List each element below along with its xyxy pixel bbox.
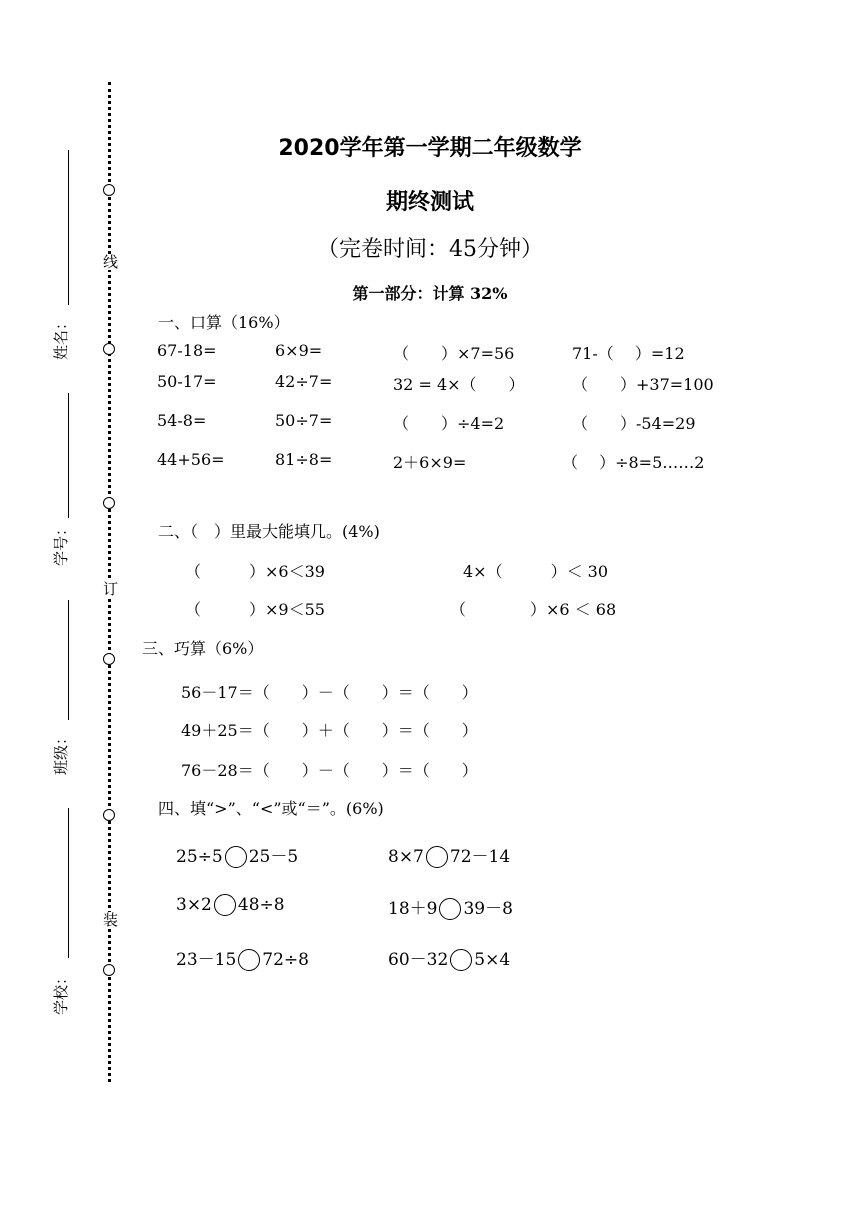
school-field-label: 学校： <box>52 969 70 1015</box>
compare-circle[interactable] <box>238 949 260 971</box>
question: （ ）+37=100 <box>572 375 714 394</box>
binding-ring-5 <box>103 809 115 821</box>
question: 2＋6×9= <box>393 453 467 472</box>
question: （ ）×9＜55 <box>185 600 325 619</box>
part-heading: 第一部分：计算 32% <box>352 284 508 303</box>
compare-item <box>176 945 309 971</box>
compare-right: 39－8 <box>463 899 513 919</box>
compare-right: 25－5 <box>248 847 299 867</box>
compare-circle[interactable] <box>426 846 448 868</box>
section-2-title: 二、（ ）里最大能填几。(4%) <box>158 522 380 541</box>
compare-circle[interactable] <box>439 898 461 920</box>
binding-mark-line: 线 <box>103 253 119 271</box>
compare-item <box>388 945 510 971</box>
section-3-title: 三、巧算（6%） <box>142 639 264 658</box>
section-1-title: 一、口算（16%） <box>158 313 290 332</box>
question: （ ）×6 ＜ 68 <box>450 600 617 619</box>
question: 49＋25＝（ ）＋（ ）＝（ ） <box>181 721 478 740</box>
question: 32 = 4×（ ） <box>393 375 525 394</box>
question: 54-8= <box>157 411 207 430</box>
question: 6×9= <box>275 341 323 360</box>
question: 42÷7= <box>275 372 333 391</box>
binding-mark-order: 订 <box>103 580 119 598</box>
exam-time: （完卷时间：45分钟） <box>317 237 543 262</box>
compare-right: 5×4 <box>474 950 511 970</box>
question: 81÷8= <box>275 450 333 469</box>
binding-ring-4 <box>103 653 115 665</box>
compare-item <box>388 842 510 868</box>
compare-circle[interactable] <box>450 949 472 971</box>
compare-item <box>176 842 298 868</box>
binding-ring-2 <box>103 343 115 355</box>
exam-subtitle: 期终测试 <box>385 190 474 215</box>
question: 50÷7= <box>275 411 333 430</box>
compare-left: 25÷5 <box>176 847 223 867</box>
binding-ring-6 <box>103 964 115 976</box>
compare-left: 23－15 <box>176 950 237 970</box>
binding-mark-bind: 装 <box>103 911 119 929</box>
question: （ ）×7=56 <box>393 344 515 363</box>
school-field-line[interactable] <box>68 808 69 958</box>
compare-circle[interactable] <box>225 846 247 868</box>
question: （ ）-54=29 <box>572 414 696 433</box>
class-field-label: 班级： <box>52 729 70 775</box>
student-id-field-line[interactable] <box>68 393 69 518</box>
compare-left: 60－32 <box>388 950 449 970</box>
question: 44+56= <box>157 450 225 469</box>
compare-circle[interactable] <box>214 894 236 916</box>
compare-left: 18＋9 <box>388 899 438 919</box>
question: 4×（ ）＜ 30 <box>463 562 609 581</box>
class-field-line[interactable] <box>68 600 69 720</box>
compare-item <box>388 894 513 920</box>
student-id-field-label: 学号： <box>52 520 70 566</box>
name-field-label: 姓名： <box>52 314 70 360</box>
question: （ ）÷4=2 <box>393 414 505 433</box>
compare-right: 72－14 <box>449 847 511 867</box>
question: 76－28＝（ ）－（ ）＝（ ） <box>181 761 478 780</box>
question: 50-17= <box>157 372 217 391</box>
section-4-title: 四、填“>”、“<”或“＝”。(6%) <box>158 799 384 818</box>
question: （ ）×6＜39 <box>185 562 325 581</box>
exam-title: 2020学年第一学期二年级数学 <box>278 136 582 161</box>
question: 67-18= <box>157 341 217 360</box>
compare-left: 3×2 <box>176 895 212 915</box>
question: （ ）÷8=5……2 <box>562 453 705 472</box>
binding-ring-3 <box>103 497 115 509</box>
compare-right: 72÷8 <box>262 950 309 970</box>
compare-right: 48÷8 <box>237 895 285 915</box>
compare-left: 8×7 <box>388 847 424 867</box>
question: 71-（ ）=12 <box>572 344 685 363</box>
compare-item <box>176 894 285 916</box>
question: 56－17＝（ ）－（ ）＝（ ） <box>181 683 478 702</box>
